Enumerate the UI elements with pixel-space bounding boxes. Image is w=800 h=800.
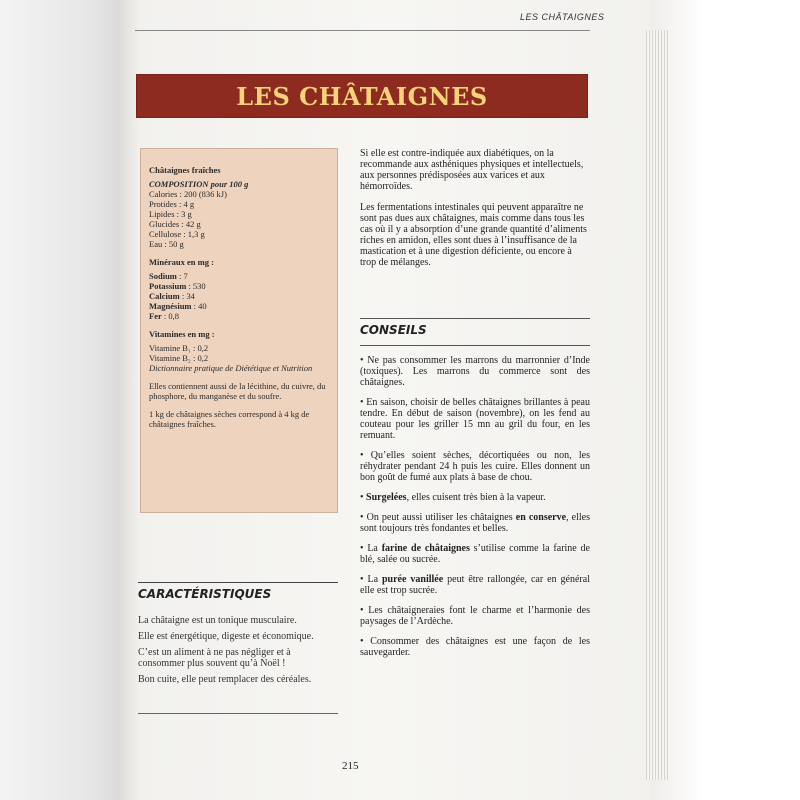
composition-item: Protides : 4 g	[149, 199, 195, 209]
page-edges	[646, 30, 670, 780]
intro-text	[360, 148, 590, 278]
tip-item: • La farine de châtaignes s’utilise comme la farine de blé, salée ou sucrée.	[360, 543, 590, 565]
composition-item: Cellulose : 1,3 g	[149, 229, 205, 239]
composition-item: Calories : 200 (836 kJ)	[149, 189, 227, 199]
header-rule	[135, 30, 590, 31]
caracteristiques-paragraph: Bon cuite, elle peut remplacer des céréales.	[138, 674, 312, 685]
composition-item: Eau : 50 g	[149, 239, 184, 249]
tip-item: • La purée vanillée peut être rallongée, car en général elle est trop sucrée.	[360, 574, 590, 596]
mineral-item: Calcium : 34	[149, 291, 195, 301]
vitamins-heading: Vitamines en mg :	[149, 329, 215, 339]
page-number: 215	[342, 760, 359, 772]
minerals-heading: Minéraux en mg :	[149, 257, 214, 267]
composition-item: Lipides : 3 g	[149, 209, 192, 219]
tip-item: • Qu’elles soient sèches, décortiquées ou non, les réhydrater pendant 24 h puis les cuire. Elles donnent un bon goût de fumé aux plats à base de chou.	[360, 450, 590, 483]
tip-item: • Surgelées, elles cuisent très bien à la vapeur.	[360, 492, 546, 503]
vitamin-item: Vitamine B₁ : 0,2	[149, 343, 209, 353]
mineral-item: Magnésium : 40	[149, 301, 207, 311]
conseils-section	[360, 318, 590, 667]
composition-note: Elles contiennent aussi de la lécithine, du cuivre, du phosphore, du manganèse et du soufre.	[149, 381, 326, 401]
tip-item: • Les châtaigneraies font le charme et l’harmonie des paysages de l’Ardèche.	[360, 605, 590, 627]
conseils-heading: CONSEILS	[360, 318, 590, 337]
caracteristiques-paragraph: Elle est énergétique, digeste et économique.	[138, 631, 314, 642]
bottom-rule	[138, 713, 338, 714]
intro-paragraph: Si elle est contre-indiquée aux diabétiques, on la recommande aux asthéniques physiques et intellectuels, aux personnes prédisposées aux varices et aux hémorroïdes.	[360, 148, 584, 192]
intro-paragraph: Les fermentations intestinales qui peuvent apparaître ne sont pas dues aux châtaignes, mais comme dans tous les cas où il y a absorption d’une grande quantité d’aliments riches en amidon, elles sont dues à l’insuffisance de la mastication et à une digestion déficiente, ou encore à trop de mélanges.	[360, 202, 587, 268]
adjacent-page	[0, 0, 132, 800]
caracteristiques-heading: CARACTÉRISTIQUES	[138, 582, 338, 601]
tip-item: • Consommer des châtaignes est une façon de les sauvegarder.	[360, 636, 590, 658]
mineral-item: Fer : 0,8	[149, 311, 179, 321]
composition-subheading: COMPOSITION pour 100 g	[149, 179, 249, 189]
title-banner	[136, 74, 588, 118]
composition-note: 1 kg de châtaignes sèches correspond à 4 kg de châtaignes fraîches.	[149, 409, 310, 429]
mineral-item: Sodium : 7	[149, 271, 188, 281]
caracteristiques-paragraph: La châtaigne est un tonique musculaire.	[138, 615, 297, 626]
tip-item: • On peut aussi utiliser les châtaignes en conserve, elles sont toujours très fondantes et belles.	[360, 512, 590, 534]
caracteristiques-paragraph: C’est un aliment à ne pas négliger et à consommer plus souvent qu’à Noël !	[138, 647, 291, 669]
composition-item: Glucides : 42 g	[149, 219, 201, 229]
composition-box	[140, 148, 338, 513]
source-citation: Dictionnaire pratique de Diététique et Nutrition	[149, 363, 313, 373]
page-title: LES CHÂTAIGNES	[236, 81, 488, 111]
tip-item: • Ne pas consommer les marrons du marronnier d’Inde (toxiques). Les marrons du commerce sont des châtaignes.	[360, 355, 590, 388]
running-head: LES CHÂTAIGNES	[520, 12, 605, 22]
composition-heading: Châtaignes fraîches	[149, 165, 221, 175]
mineral-item: Potassium : 530	[149, 281, 206, 291]
section-rule	[360, 345, 590, 346]
vitamin-item: Vitamine B₂ : 0,2	[149, 353, 209, 363]
caracteristiques-section	[138, 582, 338, 685]
tip-item: • En saison, choisir de belles châtaignes brillantes à peau tendre. En début de saison (novembre), on les fend au couteau pour les griller 15 mn au gril du four, en les remuant.	[360, 397, 590, 441]
